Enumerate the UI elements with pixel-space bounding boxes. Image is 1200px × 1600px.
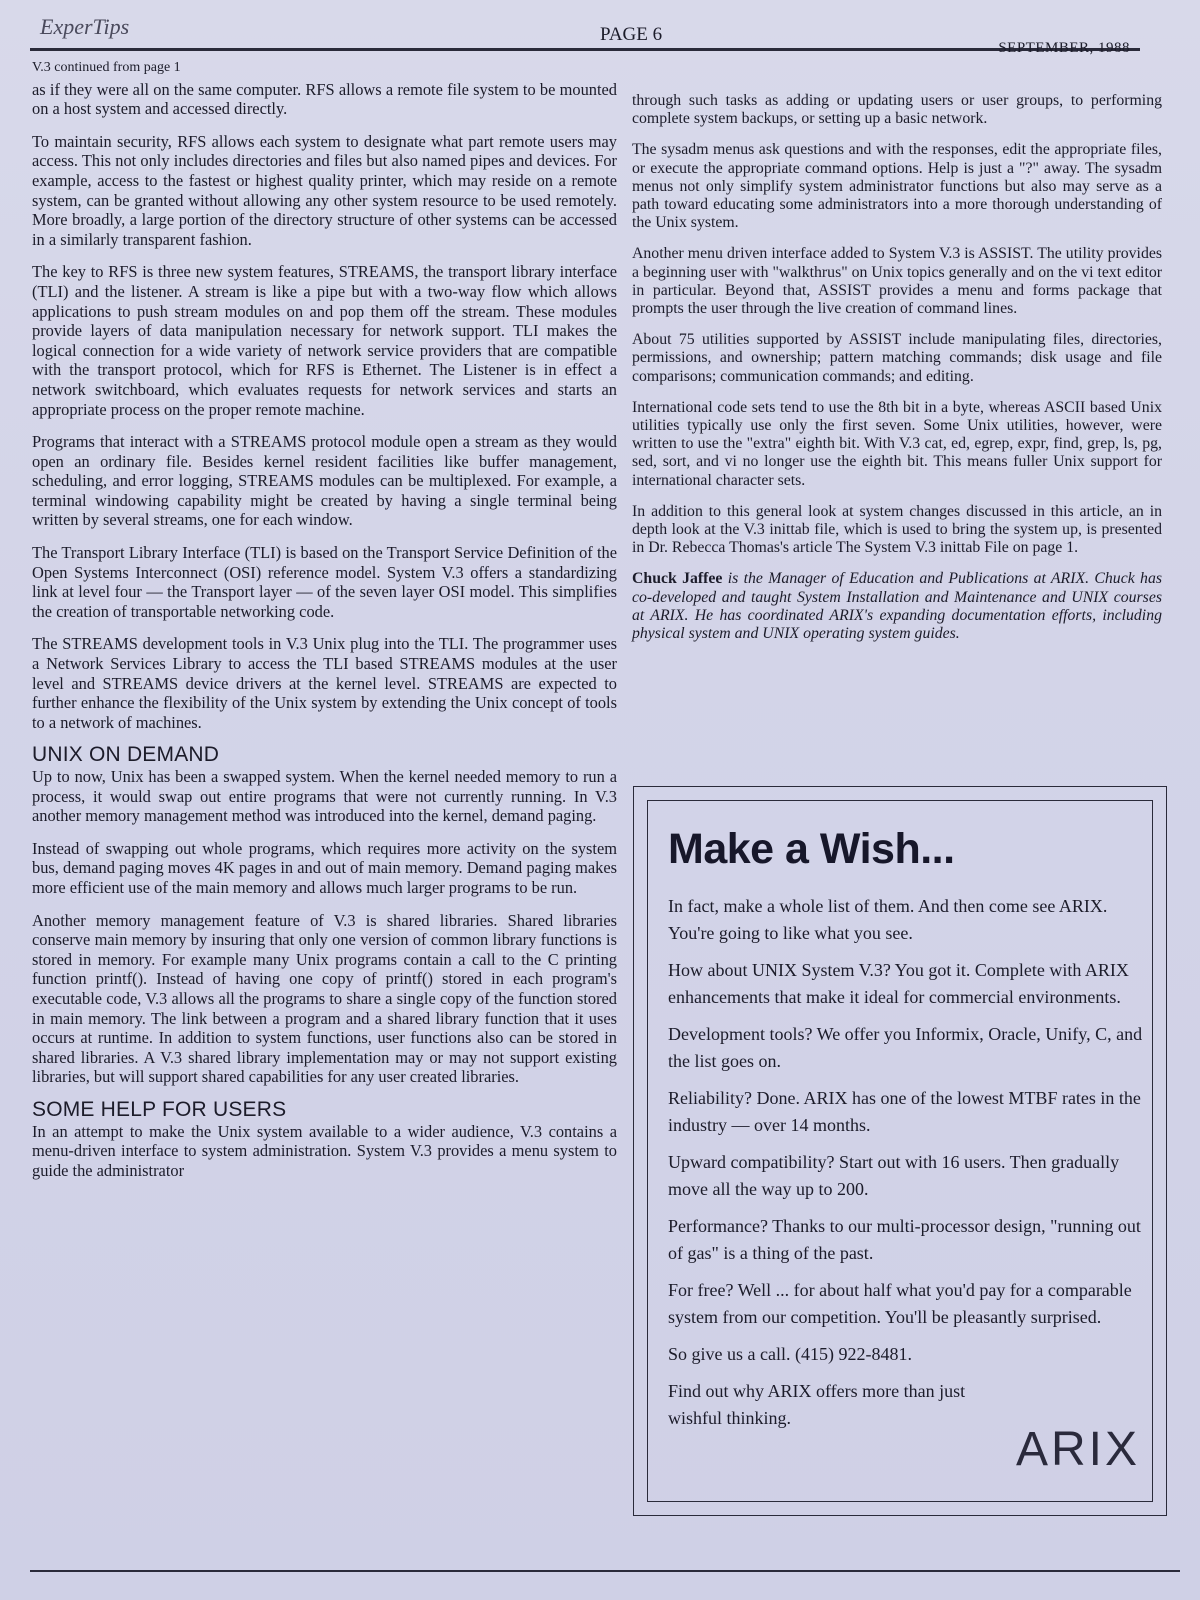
paragraph: The sysadm menus ask questions and with the responses, edit the appropriate files, or execute the appropriate command options. Help is just a "?" away. The sysadm menus not only simplify system administrator functions but also may serve as a path toward educating some administrators into a more thorough understanding of the Unix system. — [632, 141, 1162, 232]
page-number: PAGE 6 — [600, 24, 663, 45]
masthead-brand: ExperTips — [40, 14, 130, 39]
ad-paragraph: How about UNIX System V.3? You got it. Complete with ARIX enhancements that make it ideal for commercial environments. — [668, 960, 1129, 1007]
paragraph: To maintain security, RFS allows each system to designate what part remote users may access. This not only includes directories and files but also named pipes and devices. For example, access to the fastest or highest quality printer, which may reside on a remote system, can be granted without allowing any other system resource to be used remotely. More broadly, a large portion of the directory structure of other systems can be accessed in a similarly transparent fashion. — [32, 131, 617, 249]
paragraph: as if they were all on the same computer. RFS allows a remote file system to be mounted on a host system and accessed directly. — [32, 79, 617, 119]
paragraph: In addition to this general look at system changes discussed in this article, an in depth look at the V.3 inittab file, which is used to bring the system up, is presented in Dr. Rebecca Thomas's article The System V.3 inittab File on page 1. — [632, 502, 1162, 557]
ad-phone: So give us a call. (415) 922-8481. — [668, 1344, 912, 1364]
advertisement-inner-frame — [647, 800, 1153, 1502]
page-header — [30, 14, 1140, 56]
section-heading: UNIX ON DEMAND — [32, 743, 220, 767]
paragraph: The Transport Library Interface (TLI) is based on the Transport Service Definition of the Open Systems Interconnect (OSI) reference model. System V.3 offers a standardizing link at level four — the Transport layer — of the seven layer OSI model. This simplifies the creation of transportable networking code. — [32, 543, 617, 621]
right-column — [632, 92, 1162, 656]
advertisement — [633, 786, 1167, 1516]
author-bio — [632, 570, 1162, 643]
ad-paragraph: In fact, make a whole list of them. And then come see ARIX. You're going to like what you see. — [668, 896, 1108, 943]
author-name: Chuck Jaffee — [632, 570, 723, 588]
ad-headline: Make a Wish... — [668, 825, 955, 873]
ad-paragraph: Upward compatibility? Start out with 16 users. Then gradually move all the way up to 200. — [668, 1152, 1120, 1199]
author-bio-text: is the Manager of Education and Publications at ARIX. Chuck has co-developed and taught System Installation and Maintenance and UNIX courses at ARIX. He has coordinated ARIX's expanding documentation efforts, including physical system and UNIX operating system guides. — [632, 570, 1162, 643]
paragraph: Instead of swapping out whole programs, which requires more activity on the system bus, demand paging moves 4K pages in and out of main memory. Demand paging makes more efficient use of the main memory and allows much larger programs to be run. — [32, 838, 617, 897]
paragraph: International code sets tend to use the 8th bit in a byte, whereas ASCII based Unix utilities typically use only the first seven. Some Unix utilities, however, were written to use the "extra" eighth bit. With V.3 cat, ed, egrep, expr, find, grep, ls, pg, sed, sort, and vi no longer use the eighth bit. This means fuller Unix support for international character sets. — [632, 398, 1162, 489]
paragraph: The key to RFS is three new system features, STREAMS, the transport library interface (TLI) and the listener. A stream is like a pipe but with a two-way flow which allows applications to push stream modules on and pop them off the stream. These modules provide layers of data manipulation necessary for network support. TLI makes the logical connection for a wide variety of network service providers that are compatible with the transport protocol, which for RFS is Ethernet. The Listener is in effect a network switchboard, which evaluates requests for network services and starts an appropriate process on the proper remote machine. — [32, 262, 617, 419]
paragraph: Programs that interact with a STREAMS protocol module open a stream as they would open an ordinary file. Besides kernel resident facilities like buffer management, scheduling, and error logging, STREAMS modules can be multiplexed. For example, a terminal windowing capability might be created by having a single terminal being written by several streams, one for each window. — [32, 432, 617, 530]
paragraph: In an attempt to make the Unix system available to a wider audience, V.3 contains a menu-driven interface to system administration. System V.3 provides a menu system to guide the administrator — [32, 1121, 617, 1180]
paragraph: through such tasks as adding or updating users or user groups, to performing complete system backups, or setting up a basic network. — [632, 92, 1162, 128]
paragraph: Up to now, Unix has been a swapped system. When the kernel needed memory to run a process, it would swap out entire programs that were not currently running. In V.3 another memory management method was introduced into the kernel, demand paging. — [32, 767, 617, 826]
ad-paragraph: Performance? Thanks to our multi-processor design, "running out of gas" is a thing of the past. — [668, 1216, 1141, 1263]
arix-logo: ARIX — [1015, 1423, 1140, 1476]
left-column — [32, 58, 617, 1193]
issue-date: SEPTEMBER, 1988 — [998, 40, 1130, 56]
section-heading: SOME HELP FOR USERS — [32, 1097, 287, 1121]
ad-body — [668, 893, 1148, 1442]
footer-rule — [30, 1570, 1180, 1572]
ad-paragraph: Development tools? We offer you Informix, Oracle, Unify, C, and the list goes on. — [668, 1024, 1143, 1071]
paragraph: About 75 utilities supported by ASSIST include manipulating files, directories, permissions, and ownership; pattern matching commands; disk usage and file comparisons; communication commands; and editing. — [632, 331, 1162, 385]
paragraph: The STREAMS development tools in V.3 Unix plug into the TLI. The programmer uses a Network Services Library to access the TLI based STREAMS modules at the user level and STREAMS device drivers at the kernel level. STREAMS are expected to further enhance the flexibility of the Unix system by extending the Unix concept of tools to a network of machines. — [32, 634, 617, 732]
paragraph: Another memory management feature of V.3 is shared libraries. Shared libraries conserve main memory by insuring that only one version of common library functions is stored in memory. For example many Unix programs contain a call to the C printing function printf(). Instead of having one copy of printf() stored in each program's executable code, V.3 allows all the programs to share a single copy of the function stored in main memory. The link between a program and a shared library function that it uses occurs at runtime. In addition to system functions, user functions also can be stored in shared libraries. A V.3 shared library implementation may or may not support existing libraries, but will support shared capabilities for any user created libraries. — [32, 910, 617, 1087]
continued-note: V.3 continued from page 1 — [32, 60, 181, 75]
ad-paragraph: Reliability? Done. ARIX has one of the lowest MTBF rates in the industry — over 14 months. — [668, 1088, 1141, 1135]
ad-paragraph: For free? Well ... for about half what you'd pay for a comparable system from our competition. You'll be pleasantly surprised. — [668, 1280, 1132, 1327]
paragraph: Another menu driven interface added to System V.3 is ASSIST. The utility provides a beginning user with "walkthrus" on Unix topics generally and on the vi text editor in particular. Beyond that, ASSIST provides a menu and forms package that prompts the user through the live creation of command lines. — [632, 245, 1162, 318]
ad-tagline: Find out why ARIX offers more than just wishful thinking. — [668, 1381, 966, 1428]
